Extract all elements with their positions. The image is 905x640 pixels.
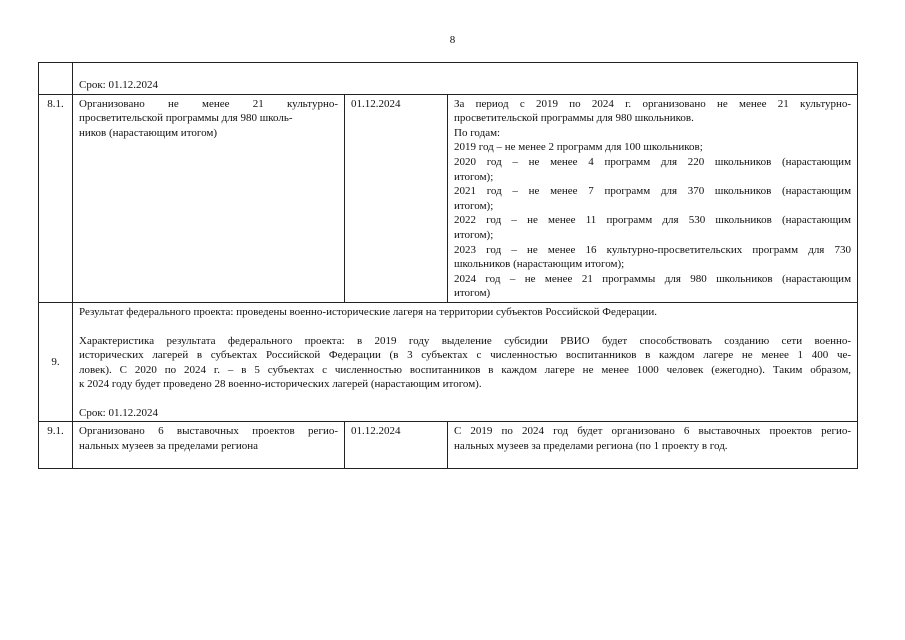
table-row: [39, 422, 858, 468]
detail-line: 2024 год – не менее 21 программы для 980 школьников (нарастающим: [454, 272, 852, 285]
description-line: Организовано 6 выставочных проектов регио-: [79, 425, 338, 438]
detail-line: итогом);: [454, 170, 494, 183]
row-number-cell: [39, 302, 73, 422]
federal-result-cell: [73, 302, 858, 422]
detail-line: нальных музеев за пределами региона (по 1 проекту в год.: [454, 440, 728, 453]
detail-line: 2021 год – не менее 7 программ для 370 школьников (нарастающим: [454, 185, 852, 198]
description-line: ников (нарастающим итогом): [79, 126, 218, 139]
table-row-continuation: [39, 63, 858, 95]
detail-line: 2019 год – не менее 2 программ для 100 школьников;: [454, 141, 703, 154]
detail-line: 2023 год – не менее 16 культурно-просветительских программ для 730: [454, 243, 852, 256]
date-cell: [345, 422, 448, 468]
description-line: нальных музеев за пределами региона: [79, 440, 259, 453]
characteristic-line: исторических лагерей в субъектах Российской Федерации (в 3 субъектах с численностью воспитанников в каждом лагере не менее 1 400 че-: [79, 349, 852, 362]
result-text: Результат федерального проекта: проведены военно-исторические лагеря на территории субъектов Российской Федерации.: [79, 305, 657, 318]
detail-line: итогом);: [454, 199, 494, 212]
row-number: 9.1.: [47, 425, 64, 438]
detail-line: По годам:: [454, 126, 501, 139]
detail-line: просветительской программы для 980 школьников.: [454, 112, 694, 125]
due-date: 01.12.2024: [351, 97, 401, 110]
detail-line: школьников (нарастающим итогом);: [454, 258, 625, 271]
description-line: просветительской программы для 980 школь-: [79, 112, 293, 125]
characteristic-line: к 2024 году будет проведено 28 военно-исторических лагерей (нарастающим итогом).: [79, 378, 482, 391]
table-row-federal-result: [39, 302, 858, 422]
row-number: 8.1.: [47, 97, 64, 110]
detail-cell: [448, 422, 858, 468]
detail-line: 2022 год – не менее 11 программ для 530 школьников (нарастающим: [454, 214, 852, 227]
deadline-text: Срок: 01.12.2024: [79, 406, 158, 419]
description-line: Организовано не менее 21 культурно-: [79, 97, 338, 110]
deadline-cell: [73, 63, 858, 95]
row-number-cell: [39, 63, 73, 95]
detail-line: итогом);: [454, 228, 494, 241]
description-cell: [73, 422, 345, 468]
results-table: [38, 62, 858, 469]
detail-line: 2020 год – не менее 4 программ для 220 школьников (нарастающим: [454, 155, 852, 168]
deadline-text: Срок: 01.12.2024: [79, 79, 158, 91]
row-number: 9.: [51, 356, 60, 369]
detail-line: С 2019 по 2024 год будет организовано 6 выставочных проектов регио-: [454, 425, 852, 438]
table-row: [39, 94, 858, 302]
detail-cell: [448, 94, 858, 302]
row-number-cell: [39, 94, 73, 302]
due-date: 01.12.2024: [351, 425, 401, 438]
description-cell: [73, 94, 345, 302]
detail-line: За период с 2019 по 2024 г. организовано не менее 21 культурно-: [454, 97, 852, 110]
page-number: 8: [449, 34, 456, 46]
characteristic-line: ловек). С 2020 по 2024 г. – в 5 субъектах с численностью воспитанников в каждом лагере не менее 1000 человек (ежегодно). Таким образом,: [79, 363, 852, 376]
characteristic-line: Характеристика результата федерального проекта: в 2019 году выделение субсидии РВИО будет способствовать созданию сети военно-: [79, 334, 852, 347]
detail-line: итогом): [454, 287, 491, 300]
date-cell: [345, 94, 448, 302]
row-number-cell: [39, 422, 73, 468]
